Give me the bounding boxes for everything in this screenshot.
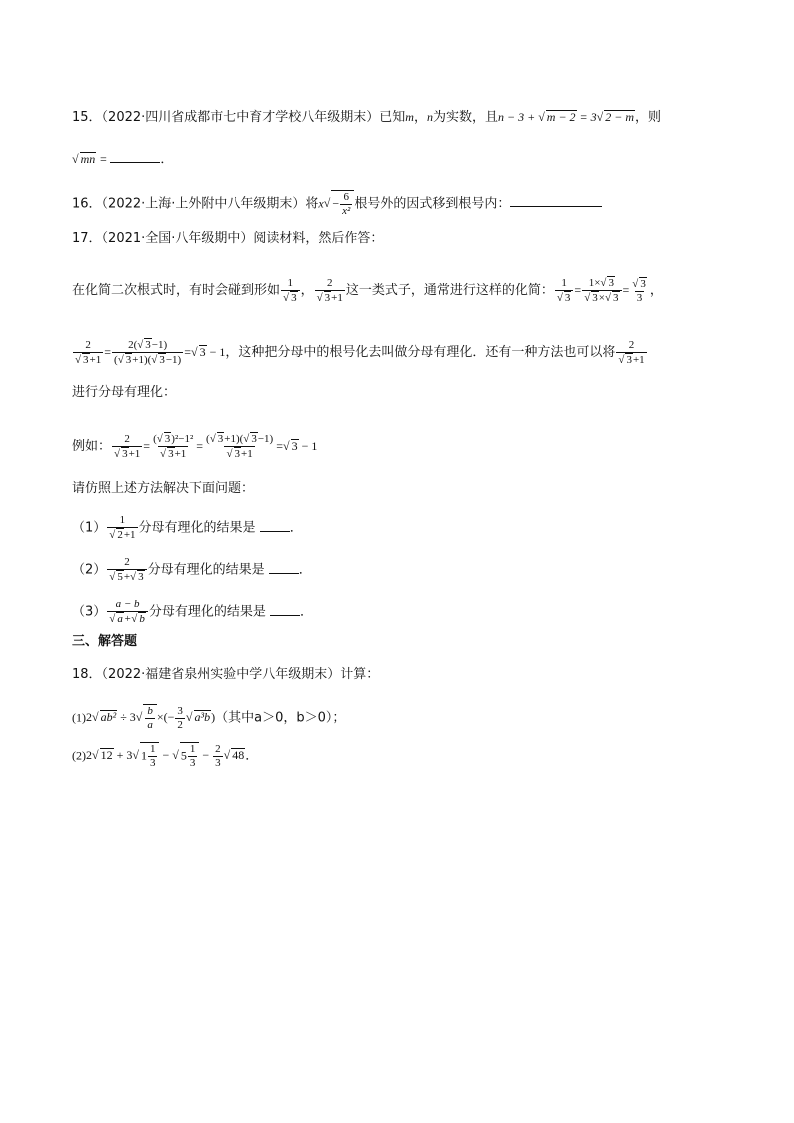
q18-number: 18． bbox=[72, 667, 102, 682]
q17-source: （2021·全国·八年级期中） bbox=[101, 231, 254, 246]
q15-equation: n − 3 + √ m − 2 = 3√ 2 − m bbox=[498, 110, 635, 124]
q18-part1: (1)2√ ab² ÷ 3√ $\frac{b}{a}$ ×(− $\frac{3}{2}$ √ a³b)（其中a＞0，b＞0）； bbox=[72, 704, 345, 732]
q17-number: 17． bbox=[72, 231, 102, 246]
q17-3-answer-blank[interactable] bbox=[270, 615, 300, 616]
q17-paragraph1: 在化简二次根式时，有时会碰到形如 1 √ 3 ， 2 √ 3+1 这一类式子，通常进行这样的化简： 1 √ 3 = 1×√ 3 √ 3×√ 3 = √ $\frac{3}{3}$ ， bbox=[72, 276, 663, 305]
q15-line1: 15．（2022·四川省成都市七中育才学校八年级期末）已知m，n为实数，且n − 3 + √ m − 2 = 3√ 2 − m，则 bbox=[72, 108, 661, 127]
q17-paragraph2: 2 √ 3+1 = $\frac{2(√ 3-1)}{(√ 3+1)(√ 3-1)}$ =√ 3 − 1，这种把分母中的根号化去叫做分母有理化．还有一种方法也可以将 2 √ 3+1 bbox=[72, 338, 648, 367]
q17-example: 例如： 2 √ 3+1 = (√ 3)²−1² √ 3+1 = (√ 3+1)(√ 3−1) √ 3+1 =√ 3 − 1 bbox=[72, 432, 317, 461]
q15-source: （2022·四川省成都市七中育才学校八年级期末） bbox=[101, 110, 380, 125]
q17-paragraph3: 进行分母有理化： bbox=[72, 385, 177, 400]
q17-subquestion-1: （1） 1 √ 2+1 分母有理化的结果是 ． bbox=[72, 514, 303, 542]
q15-answer-expr: √ mn = bbox=[72, 152, 110, 166]
q16-source: （2022·上海·上外附中八年级期末） bbox=[101, 196, 306, 212]
q18-line1: 18．（2022·福建省泉州实验中学八年级期末）计算： bbox=[72, 667, 380, 682]
q17-subquestion-2: （2） 2 √ 5+√ 3 分母有理化的结果是 ． bbox=[72, 556, 312, 584]
section-title: 三、解答题 bbox=[72, 634, 138, 649]
q15-answer-blank[interactable] bbox=[110, 162, 160, 163]
q16-number: 16． bbox=[72, 196, 102, 212]
q18-part2: (2)2√ 12 + 3√ 1 $\frac{1}{3}$ − √ 5 $\frac{1}{3}$ − $\frac{2}{3}$ √ 48． bbox=[72, 742, 258, 770]
q17-paragraph4: 请仿照上述方法解决下面问题： bbox=[72, 481, 255, 496]
q17-subquestion-3: （3） a − b √ a+√ b 分母有理化的结果是 ． bbox=[72, 598, 313, 626]
q16-radical: − $\frac{6}{\text{x²}}$ bbox=[331, 190, 354, 218]
q17-line1: 17．（2021·全国·八年级期中）阅读材料，然后作答： bbox=[72, 231, 384, 246]
q16-line: 16．（2022·上海·上外附中八年级期末）将x√ − $\frac{6}{\text{x²}}$ 根号外的因式移到根号内： bbox=[72, 190, 602, 218]
q18-source: （2022·福建省泉州实验中学八年级期末） bbox=[101, 667, 341, 682]
q17-1-answer-blank[interactable] bbox=[260, 531, 290, 532]
q15-line2: √ mn = ． bbox=[72, 150, 173, 169]
q16-answer-blank[interactable] bbox=[510, 206, 602, 207]
q15-number: 15． bbox=[72, 110, 102, 125]
q17-2-answer-blank[interactable] bbox=[269, 573, 299, 574]
